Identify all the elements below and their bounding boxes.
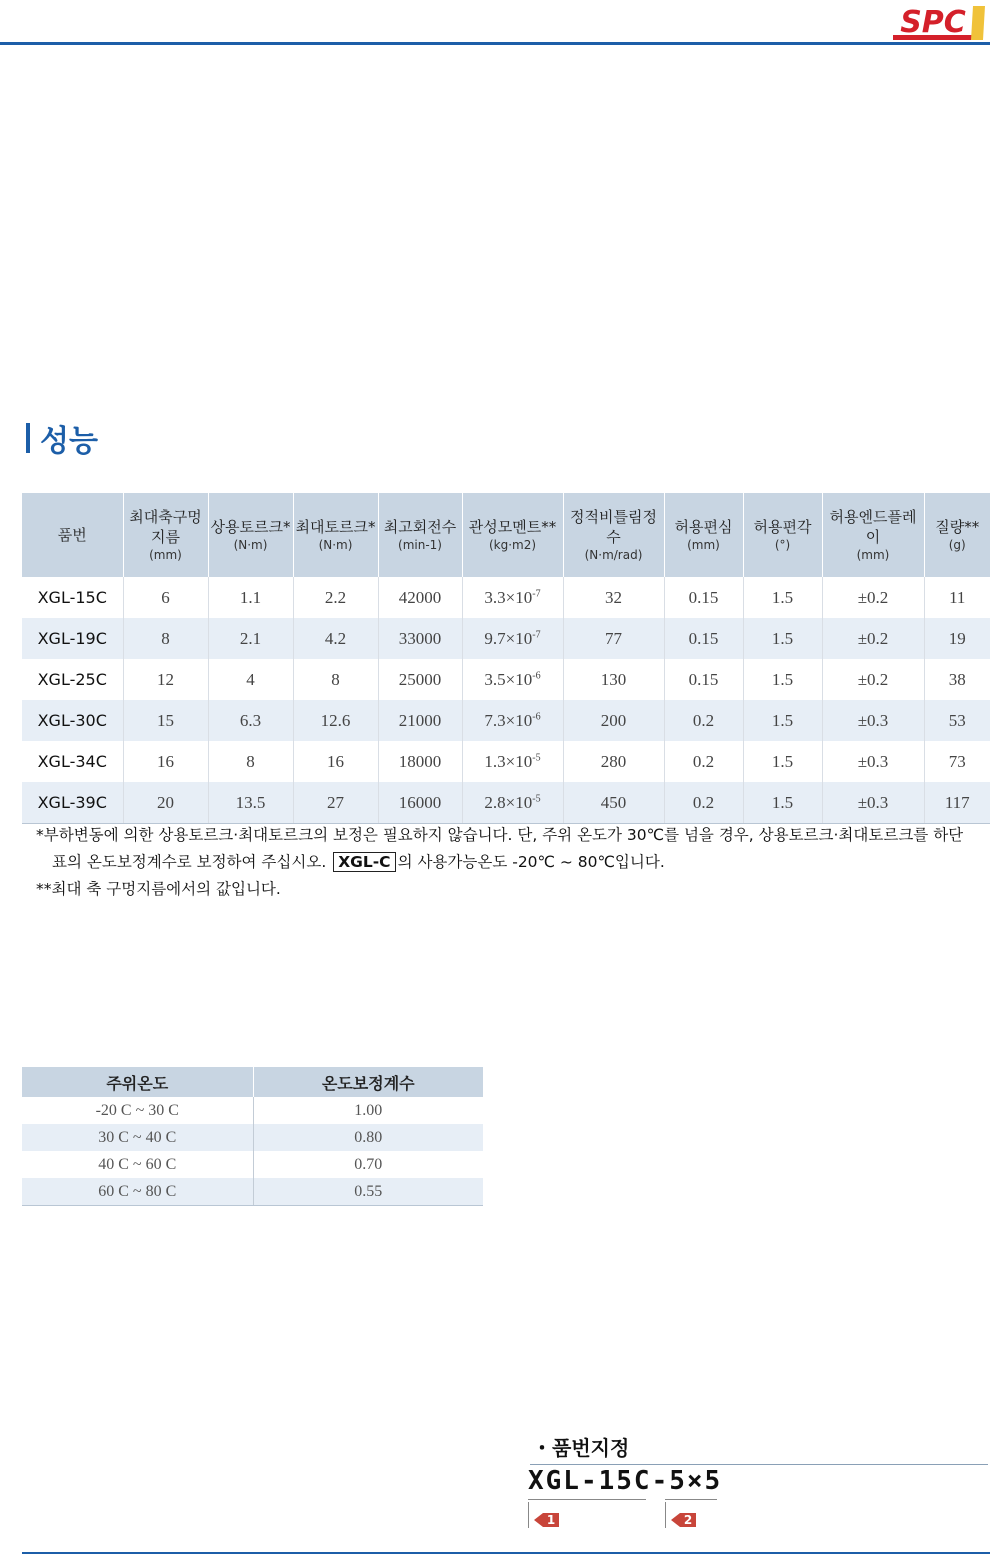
- marker-tick-1: [528, 1502, 529, 1528]
- temp-header-range: 주위온도: [22, 1067, 253, 1097]
- table-row: [22, 1097, 483, 1124]
- cell-ecc: 0.15: [664, 577, 743, 618]
- perf-header-10: [924, 493, 990, 577]
- cell-mass: 53: [924, 700, 990, 741]
- note-line-3: **최대 축 구멍지름에서의 값입니다.: [36, 880, 281, 898]
- cell-bore: 8: [123, 618, 208, 659]
- cell-angle: 1.5: [743, 700, 822, 741]
- performance-table: [22, 493, 990, 824]
- marker-2: [671, 1512, 696, 1528]
- temp-cell-factor: 1.00: [253, 1097, 483, 1124]
- perf-header-label: 관성모멘트**: [468, 517, 557, 536]
- cell-max: 4.2: [293, 618, 378, 659]
- inertia-exponent: -7: [532, 628, 541, 640]
- temp-cell-range: 30 C ~ 40 C: [22, 1124, 253, 1151]
- perf-header-unit: (mm): [687, 538, 720, 553]
- perf-header-unit: (min-1): [398, 538, 442, 553]
- cell-rpm: 16000: [378, 782, 462, 824]
- note-line-2-pre: 표의 온도보정계수로 보정하여 주십시오.: [52, 853, 327, 871]
- cell-inertia: [462, 618, 563, 659]
- cell-ecc: 0.2: [664, 782, 743, 824]
- perf-header-8: [743, 493, 822, 577]
- perf-header-6: [563, 493, 664, 577]
- temp-cell-factor: 0.80: [253, 1124, 483, 1151]
- perf-header-7: [664, 493, 743, 577]
- performance-header-row: [22, 493, 990, 577]
- perf-header-label: 정적비틀림정수: [570, 507, 657, 546]
- cell-endplay: ±0.2: [822, 577, 924, 618]
- marker-1-number: 1: [543, 1513, 559, 1527]
- inertia-base: 3.5×10: [484, 669, 533, 689]
- cell-mass: 19: [924, 618, 990, 659]
- cell-endplay: ±0.2: [822, 659, 924, 700]
- temp-cell-factor: 0.70: [253, 1151, 483, 1178]
- cell-max: 8: [293, 659, 378, 700]
- cell-bore: 15: [123, 700, 208, 741]
- part-number-title: ・품번지정: [532, 1436, 630, 1460]
- cell-endplay: ±0.3: [822, 741, 924, 782]
- perf-header-3: [293, 493, 378, 577]
- cell-part: XGL-19C: [22, 618, 123, 659]
- temp-header-row: [22, 1067, 483, 1097]
- cell-stiffness: 280: [563, 741, 664, 782]
- cell-angle: 1.5: [743, 741, 822, 782]
- notes: [36, 822, 996, 903]
- cell-part: XGL-15C: [37, 588, 107, 607]
- cell-max: 27: [293, 782, 378, 824]
- note-line-2: [36, 849, 996, 876]
- perf-header-2: [208, 493, 293, 577]
- cell-mass: 73: [924, 741, 990, 782]
- cell-rated: 8: [208, 741, 293, 782]
- temp-cell-range: 60 C ~ 80 C: [22, 1178, 253, 1206]
- cell-rated: 2.1: [208, 618, 293, 659]
- perf-header-0: [22, 493, 123, 577]
- part-number-underline-2: [665, 1499, 717, 1500]
- inertia-exponent: -7: [532, 587, 541, 599]
- cell-rated: 13.5: [208, 782, 293, 824]
- marker-1-arrow-icon: [534, 1513, 543, 1527]
- cell-ecc: 0.15: [664, 618, 743, 659]
- cell-endplay: ±0.3: [822, 782, 924, 824]
- cell-part: XGL-25C: [37, 670, 107, 689]
- inertia-exponent: -5: [532, 751, 541, 763]
- cell-max: 2.2: [293, 577, 378, 618]
- inertia-exponent: -6: [532, 710, 541, 722]
- table-row: [22, 1124, 483, 1151]
- temp-header-factor: 온도보정계수: [253, 1067, 483, 1097]
- cell-endplay: ±0.2: [822, 618, 924, 659]
- marker-tick-2: [665, 1502, 666, 1528]
- table-row: [22, 1178, 483, 1206]
- cell-inertia: [462, 741, 563, 782]
- cell-rpm: 25000: [378, 659, 462, 700]
- cell-bore: 20: [123, 782, 208, 824]
- inertia-base: 3.3×10: [484, 587, 533, 607]
- table-row: [22, 741, 990, 782]
- cell-stiffness: 32: [563, 577, 664, 618]
- inertia-exponent: -6: [532, 669, 541, 681]
- title-bar: [26, 423, 30, 453]
- cell-angle: 1.5: [743, 782, 822, 824]
- cell-part: XGL-30C: [22, 700, 123, 741]
- cell-mass: 38: [924, 659, 990, 700]
- cell-ecc: 0.15: [664, 659, 743, 700]
- cell-max: 12.6: [293, 700, 378, 741]
- logo-text: SPC: [900, 5, 966, 40]
- marker-2-number: 2: [680, 1513, 696, 1527]
- perf-header-unit: (mm): [856, 548, 890, 563]
- cell-stiffness: 77: [563, 618, 664, 659]
- cell-inertia: [462, 782, 563, 824]
- perf-header-unit: (N·m): [233, 538, 268, 553]
- part-number-rule: [530, 1464, 988, 1465]
- perf-header-label: 허용편심: [674, 517, 733, 536]
- perf-header-5: [462, 493, 563, 577]
- perf-header-4: [378, 493, 462, 577]
- table-row: [22, 700, 990, 741]
- marker-1: [534, 1512, 559, 1528]
- perf-header-label: 상용토르크*: [210, 517, 291, 536]
- cell-part: XGL-34C: [37, 752, 107, 771]
- table-row: [22, 618, 990, 659]
- perf-header-label: 최대토르크*: [295, 517, 376, 536]
- perf-header-label: 최고회전수: [383, 517, 457, 536]
- cell-rpm: 18000: [378, 741, 462, 782]
- cell-bore: 16: [123, 741, 208, 782]
- cell-rated: 4: [208, 659, 293, 700]
- perf-header-label: 품번: [57, 525, 87, 544]
- perf-header-label: 질량**: [935, 517, 980, 536]
- perf-header-unit: (kg·m2): [488, 538, 537, 553]
- cell-rpm: 42000: [378, 577, 462, 618]
- cell-ecc: 0.2: [664, 700, 743, 741]
- spc-logo: [893, 2, 985, 42]
- inertia-base: 2.8×10: [484, 792, 533, 812]
- cell-angle: 1.5: [743, 577, 822, 618]
- cell-rpm: 21000: [378, 700, 462, 741]
- note-line-1: *부하변동에 의한 상용토르크·최대토르크의 보정은 필요하지 않습니다. 단, 주위 온도가 30℃를 넘을 경우, 상용토르크·최대토르크를 하단: [36, 826, 964, 844]
- table-row: [22, 577, 990, 618]
- perf-header-label: 허용편각: [753, 517, 812, 536]
- cell-inertia: [462, 577, 563, 618]
- temperature-correction-table: [22, 1067, 483, 1206]
- marker-2-arrow-icon: [671, 1513, 680, 1527]
- cell-rated: 6.3: [208, 700, 293, 741]
- cell-bore: 6: [123, 577, 208, 618]
- cell-inertia: [462, 700, 563, 741]
- perf-header-label: 허용엔드플레이: [829, 507, 917, 546]
- perf-header-unit: (N·m): [318, 538, 353, 553]
- model-box: XGL-C: [333, 852, 395, 872]
- cell-rpm: 33000: [378, 618, 462, 659]
- section-title-text: 성능: [40, 424, 98, 459]
- note-line-2-post: 의 사용가능온도 -20℃ ~ 80℃입니다.: [397, 853, 665, 871]
- cell-mass: 117: [924, 782, 990, 824]
- cell-bore: 12: [123, 659, 208, 700]
- cell-endplay: ±0.3: [822, 700, 924, 741]
- temp-cell-factor: 0.55: [253, 1178, 483, 1206]
- cell-angle: 1.5: [743, 659, 822, 700]
- cell-angle: 1.5: [743, 618, 822, 659]
- section-title: [26, 418, 98, 458]
- cell-stiffness: 200: [563, 700, 664, 741]
- top-rule: [0, 42, 990, 45]
- table-row: [22, 659, 990, 700]
- temp-cell-range: 40 C ~ 60 C: [98, 1155, 177, 1173]
- perf-header-unit: (N·m/rad): [584, 548, 643, 563]
- inertia-exponent: -5: [532, 792, 541, 804]
- part-number-code: XGL-15C-5×5: [528, 1466, 723, 1496]
- cell-mass: 11: [924, 577, 990, 618]
- perf-header-label: 최대축구멍지름: [129, 507, 202, 546]
- cell-part: XGL-39C: [22, 782, 123, 824]
- inertia-base: 7.3×10: [484, 710, 533, 730]
- cell-stiffness: 450: [563, 782, 664, 824]
- table-row: [22, 1151, 483, 1178]
- cell-inertia: [462, 659, 563, 700]
- table-row: [22, 782, 990, 824]
- inertia-base: 1.3×10: [484, 751, 533, 771]
- cell-rated: 1.1: [208, 577, 293, 618]
- cell-max: 16: [293, 741, 378, 782]
- part-number-underline-1: [528, 1499, 646, 1500]
- cell-ecc: 0.2: [664, 741, 743, 782]
- perf-header-unit: (g): [948, 538, 966, 553]
- bottom-rule: [22, 1552, 990, 1554]
- cell-stiffness: 130: [563, 659, 664, 700]
- temp-cell-range: -20 C ~ 30 C: [95, 1101, 179, 1119]
- perf-header-unit: (°): [774, 538, 791, 553]
- perf-header-1: [123, 493, 208, 577]
- perf-header-unit: (mm): [149, 548, 182, 563]
- inertia-base: 9.7×10: [484, 628, 533, 648]
- perf-header-9: [822, 493, 924, 577]
